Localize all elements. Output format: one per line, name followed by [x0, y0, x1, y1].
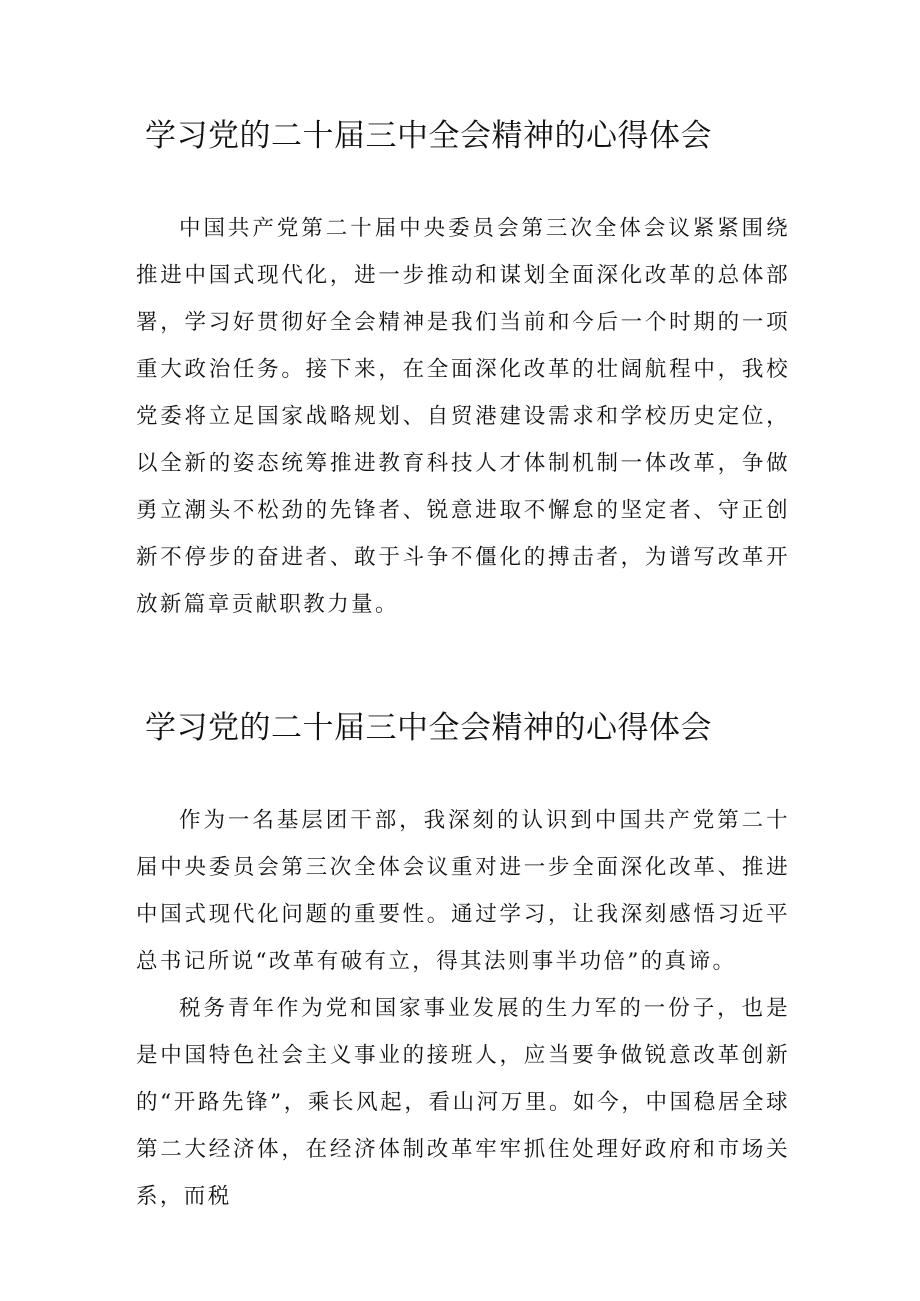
section-body	[136, 205, 790, 628]
section-title: 学习党的二十届三中全会精神的心得体会	[145, 710, 712, 746]
body-paragraph: 中国共产党第二十届中央委员会第三次全体会议紧紧围绕推进中国式现代化，进一步推动和谋划全面深化改革的总体部署，学习好贯彻好全会精神是我们当前和今后一个时期的一项重大政治任务。接下来，在全面深化改革的壮阔航程中，我校党委将立足国家战略规划、自贸港建设需求和学校历史定位，以全新的姿态统筹推进教育科技人才体制机制一体改革，争做勇立潮头不松劲的先锋者、锐意进取不懈怠的坚定者、守正创新不停步的奋进者、敢于斗争不僵化的搏击者，为谱写改革开放新篇章贡献职教力量。	[136, 216, 790, 617]
body-paragraph: 作为一名基层团干部，我深刻的认识到中国共产党第二十届中央委员会第三次全体会议重对进一步全面深化改革、推进中国式现代化问题的重要性。通过学习，让我深刻感悟习近平总书记所说“改革有破有立，得其法则事半功倍”的真谛。	[136, 808, 790, 974]
section-title: 学习党的二十届三中全会精神的心得体会	[145, 118, 712, 154]
section-body	[136, 797, 790, 1220]
body-paragraph: 税务青年作为党和国家事业发展的生力军的一份子，也是是中国特色社会主义事业的接班人，应当要争做锐意改革创新的“开路先锋”，乘长风起，看山河万里。如今，中国稳居全球第二大经济体，在经济体制改革牢牢抓住处理好政府和市场关系，而税	[136, 996, 790, 1209]
